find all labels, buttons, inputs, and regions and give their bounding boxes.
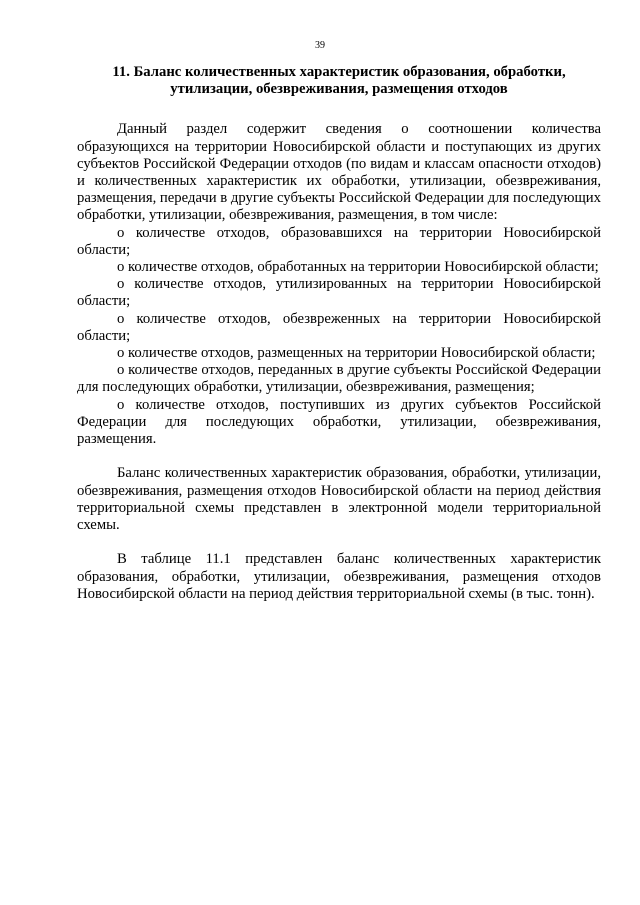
section-title-line-2: утилизации, обезвреживания, размещения отходов [170,81,508,98]
list-item: о количестве отходов, размещенных на территории Новосибирской области; [117,345,596,362]
balance-paragraph: Баланс количественных характеристик образования, обработки, утилизации, обезвреживания, размещения отходов Новосибирской области на период действия территориальной схемы представлен в электронной модели территориальной схемы. [77,465,601,534]
intro-paragraph: Данный раздел содержит сведения о соотношении количества образующихся на территории Новосибирской области и поступающих из других субъектов Российской Федерации отходов (по видам и классам опасности отходов) и количественных характеристик их обработки, утилизации, обезвреживания, размещения, передачи в другие субъекты Российской Федерации для последующих обработки, утилизации, обезвреживания, размещения, в том числе: [77,121,601,224]
page-content [77,64,601,603]
page-number: 39 [315,40,325,51]
section-title-line-1: 11. Баланс количественных характеристик образования, обработки, [112,64,566,80]
list-item: о количестве отходов, поступивших из других субъектов Российской Федерации для последующих обработки, утилизации, обезвреживания, размещения. [77,396,601,448]
section-title [77,64,601,98]
list-item: о количестве отходов, обезвреженных на территории Новосибирской области; [77,310,601,344]
details-list [77,225,601,449]
list-item: о количестве отходов, образовавшихся на территории Новосибирской области; [77,224,601,258]
paragraph-spacer [77,534,601,551]
table-reference-paragraph: В таблице 11.1 представлен баланс количественных характеристик образования, обработки, утилизации, обезвреживания, размещения отходов Новосибирской области на период действия территориальной схемы (в тыс. тонн). [77,551,601,602]
list-item: о количестве отходов, переданных в другие субъекты Российской Федерации для последующих обработки, утилизации, обезвреживания, размещения; [77,362,601,396]
list-item: о количестве отходов, утилизированных на территории Новосибирской области; [77,276,601,310]
paragraph-spacer [77,448,601,465]
list-item: о количестве отходов, обработанных на территории Новосибирской области; [117,259,599,276]
